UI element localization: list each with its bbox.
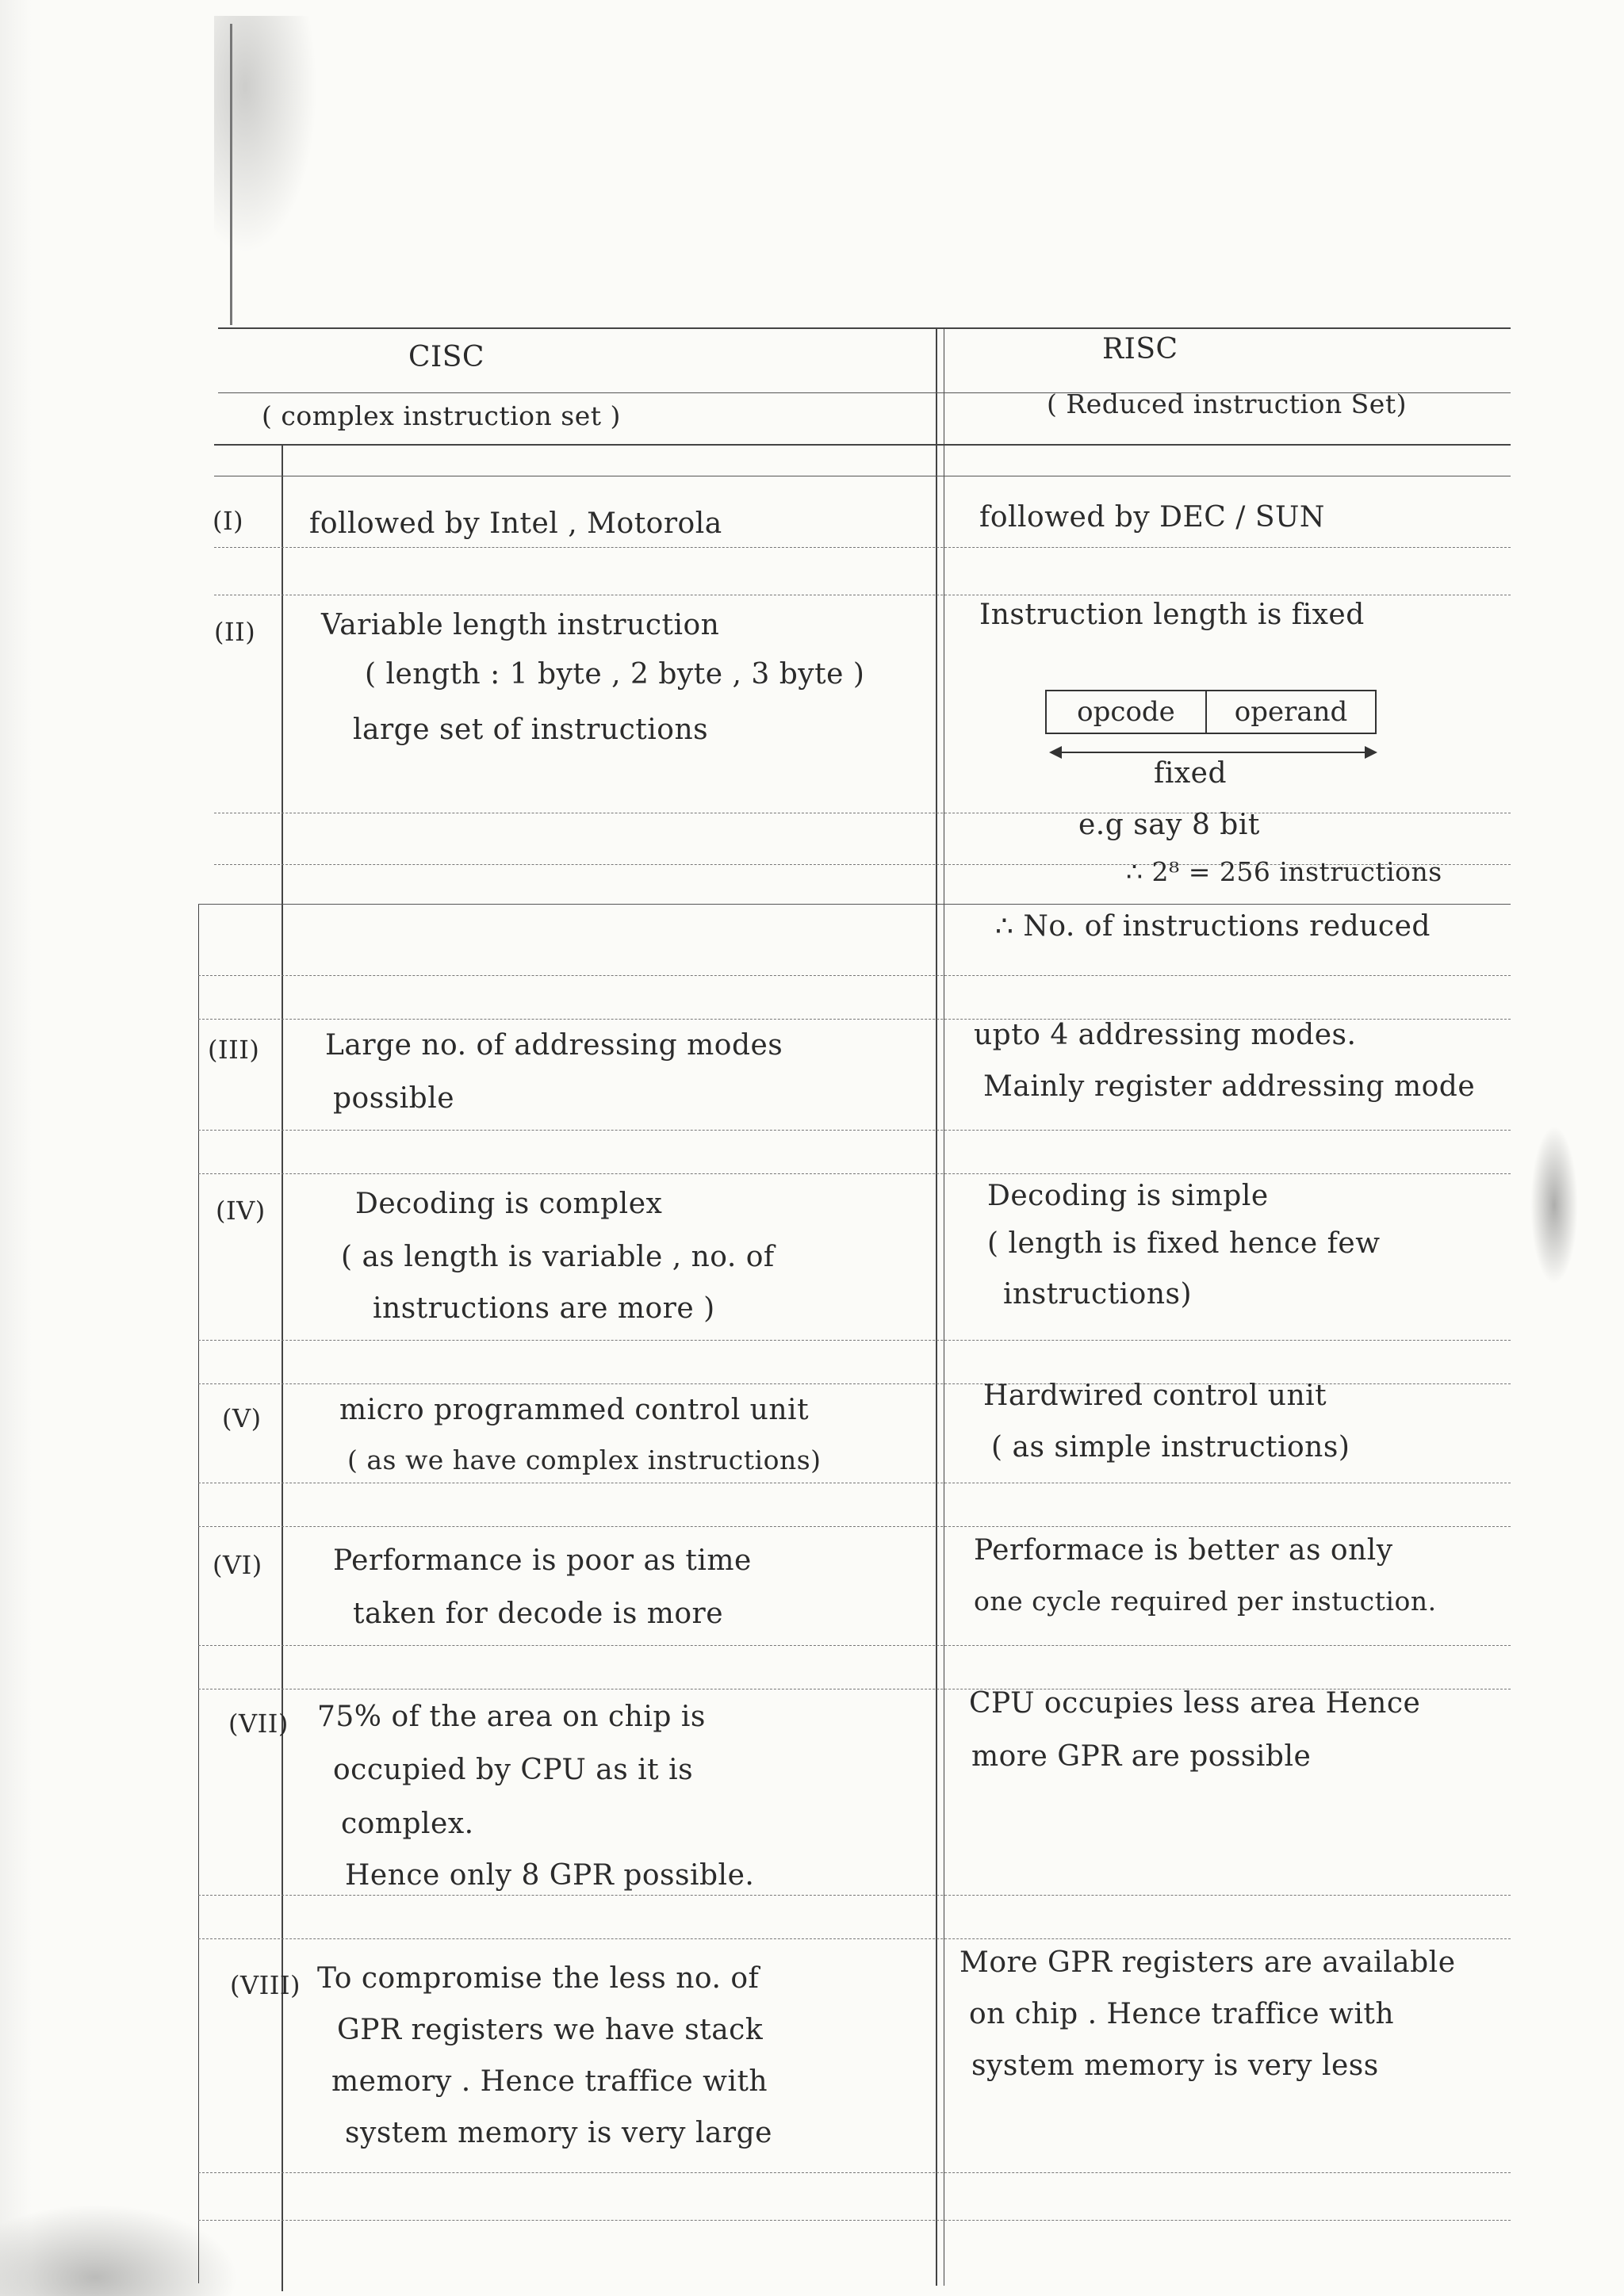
risc-point: Hardwired control unit [983,1380,1327,1412]
ruled-line [198,1526,1511,1527]
column-divider [936,327,937,2286]
example-text: e.g say 8 bit [1078,809,1260,841]
scan-smudge-right [1530,1126,1578,1284]
risc-heading: RISC [1102,333,1178,365]
risc-point: one cycle required per instuction. [974,1586,1437,1617]
cisc-heading: CISC [408,341,485,373]
cisc-point: possible [333,1082,455,1115]
risc-point: followed by DEC / SUN [979,501,1325,534]
scan-smudge-bottom [0,2204,238,2296]
fixed-label: fixed [1154,757,1227,790]
risc-point: on chip . Hence traffice with [969,1998,1395,2030]
cisc-point: system memory is very large [345,2117,772,2149]
cisc-point: Performance is poor as time [333,1544,752,1577]
left-margin-line [198,904,199,2283]
ruled-line [198,904,1511,905]
risc-point: more GPR are possible [971,1740,1312,1773]
ruled-line [198,1130,1511,1131]
ruled-line [198,1340,1511,1341]
cisc-point: memory . Hence traffice with [331,2065,768,2098]
cisc-point: followed by Intel , Motorola [309,507,722,540]
ruled-line [198,1645,1511,1646]
ruled-line [198,1938,1511,1939]
cisc-point: To compromise the less no. of [317,1962,760,1995]
risc-point: ( length is fixed hence few [987,1227,1381,1260]
risc-point: ( as simple instructions) [991,1431,1350,1464]
cisc-point: instructions are more ) [373,1292,715,1325]
ruled-line [198,2172,1511,2173]
opcode-cell: opcode [1047,691,1207,733]
row-number: (VIII) [230,1970,301,2000]
header-underline [214,444,1511,446]
cisc-point: Decoding is complex [355,1188,663,1220]
risc-point: upto 4 addressing modes. [974,1019,1357,1051]
instruction-format-box [1045,690,1377,734]
cisc-point: GPR registers we have stack [337,2014,764,2046]
risc-point: system memory is very less [971,2049,1379,2082]
ruled-line [198,1173,1511,1174]
ruled-line [198,1895,1511,1896]
cisc-point: Large no. of addressing modes [325,1029,783,1062]
cisc-point: Variable length instruction [321,609,720,641]
cisc-subheading: ( complex instruction set ) [262,400,621,431]
number-margin-line [282,444,283,2291]
cisc-point: complex. [341,1808,474,1840]
risc-point: CPU occupies less area Hence [969,1687,1421,1720]
risc-point: Mainly register addressing mode [983,1070,1476,1103]
risc-subheading: ( Reduced instruction Set) [1047,388,1407,419]
risc-point: Decoding is simple [987,1180,1269,1212]
scan-shadow [0,0,32,2296]
ruled-line [198,975,1511,976]
cisc-point: large set of instructions [353,714,709,746]
operand-cell: operand [1234,696,1348,728]
risc-point: Performace is better as only [974,1534,1393,1567]
fixed-length-arrow [1051,752,1376,753]
cisc-point: Hence only 8 GPR possible. [345,1859,755,1892]
risc-point: instructions) [1003,1278,1193,1311]
reduced-note: ∴ No. of instructions reduced [995,910,1431,943]
cisc-point: ( as length is variable , no. of [341,1241,775,1273]
ruled-line [214,547,1511,548]
row-number: (IV) [216,1196,266,1226]
row-number: (V) [222,1403,262,1433]
row-number: (I) [213,506,244,536]
cisc-point: occupied by CPU as it is [333,1754,694,1786]
cisc-point: ( as we have complex instructions) [347,1445,822,1475]
risc-point: Instruction length is fixed [979,599,1365,631]
ruled-line [198,2220,1511,2221]
top-rule [218,327,1511,329]
corner-edge [230,24,232,325]
row-number: (VII) [228,1709,289,1739]
row-number: (II) [214,617,256,647]
instruction-count: ∴ 2⁸ = 256 instructions [1126,856,1442,887]
row-number: (III) [208,1035,260,1065]
risc-point: More GPR registers are available [959,1946,1456,1979]
cisc-point: ( length : 1 byte , 2 byte , 3 byte ) [365,658,865,691]
cisc-point: taken for decode is more [353,1598,724,1630]
row-number: (VI) [213,1550,262,1580]
cisc-point: 75% of the area on chip is [317,1701,706,1733]
cisc-point: micro programmed control unit [339,1394,810,1426]
